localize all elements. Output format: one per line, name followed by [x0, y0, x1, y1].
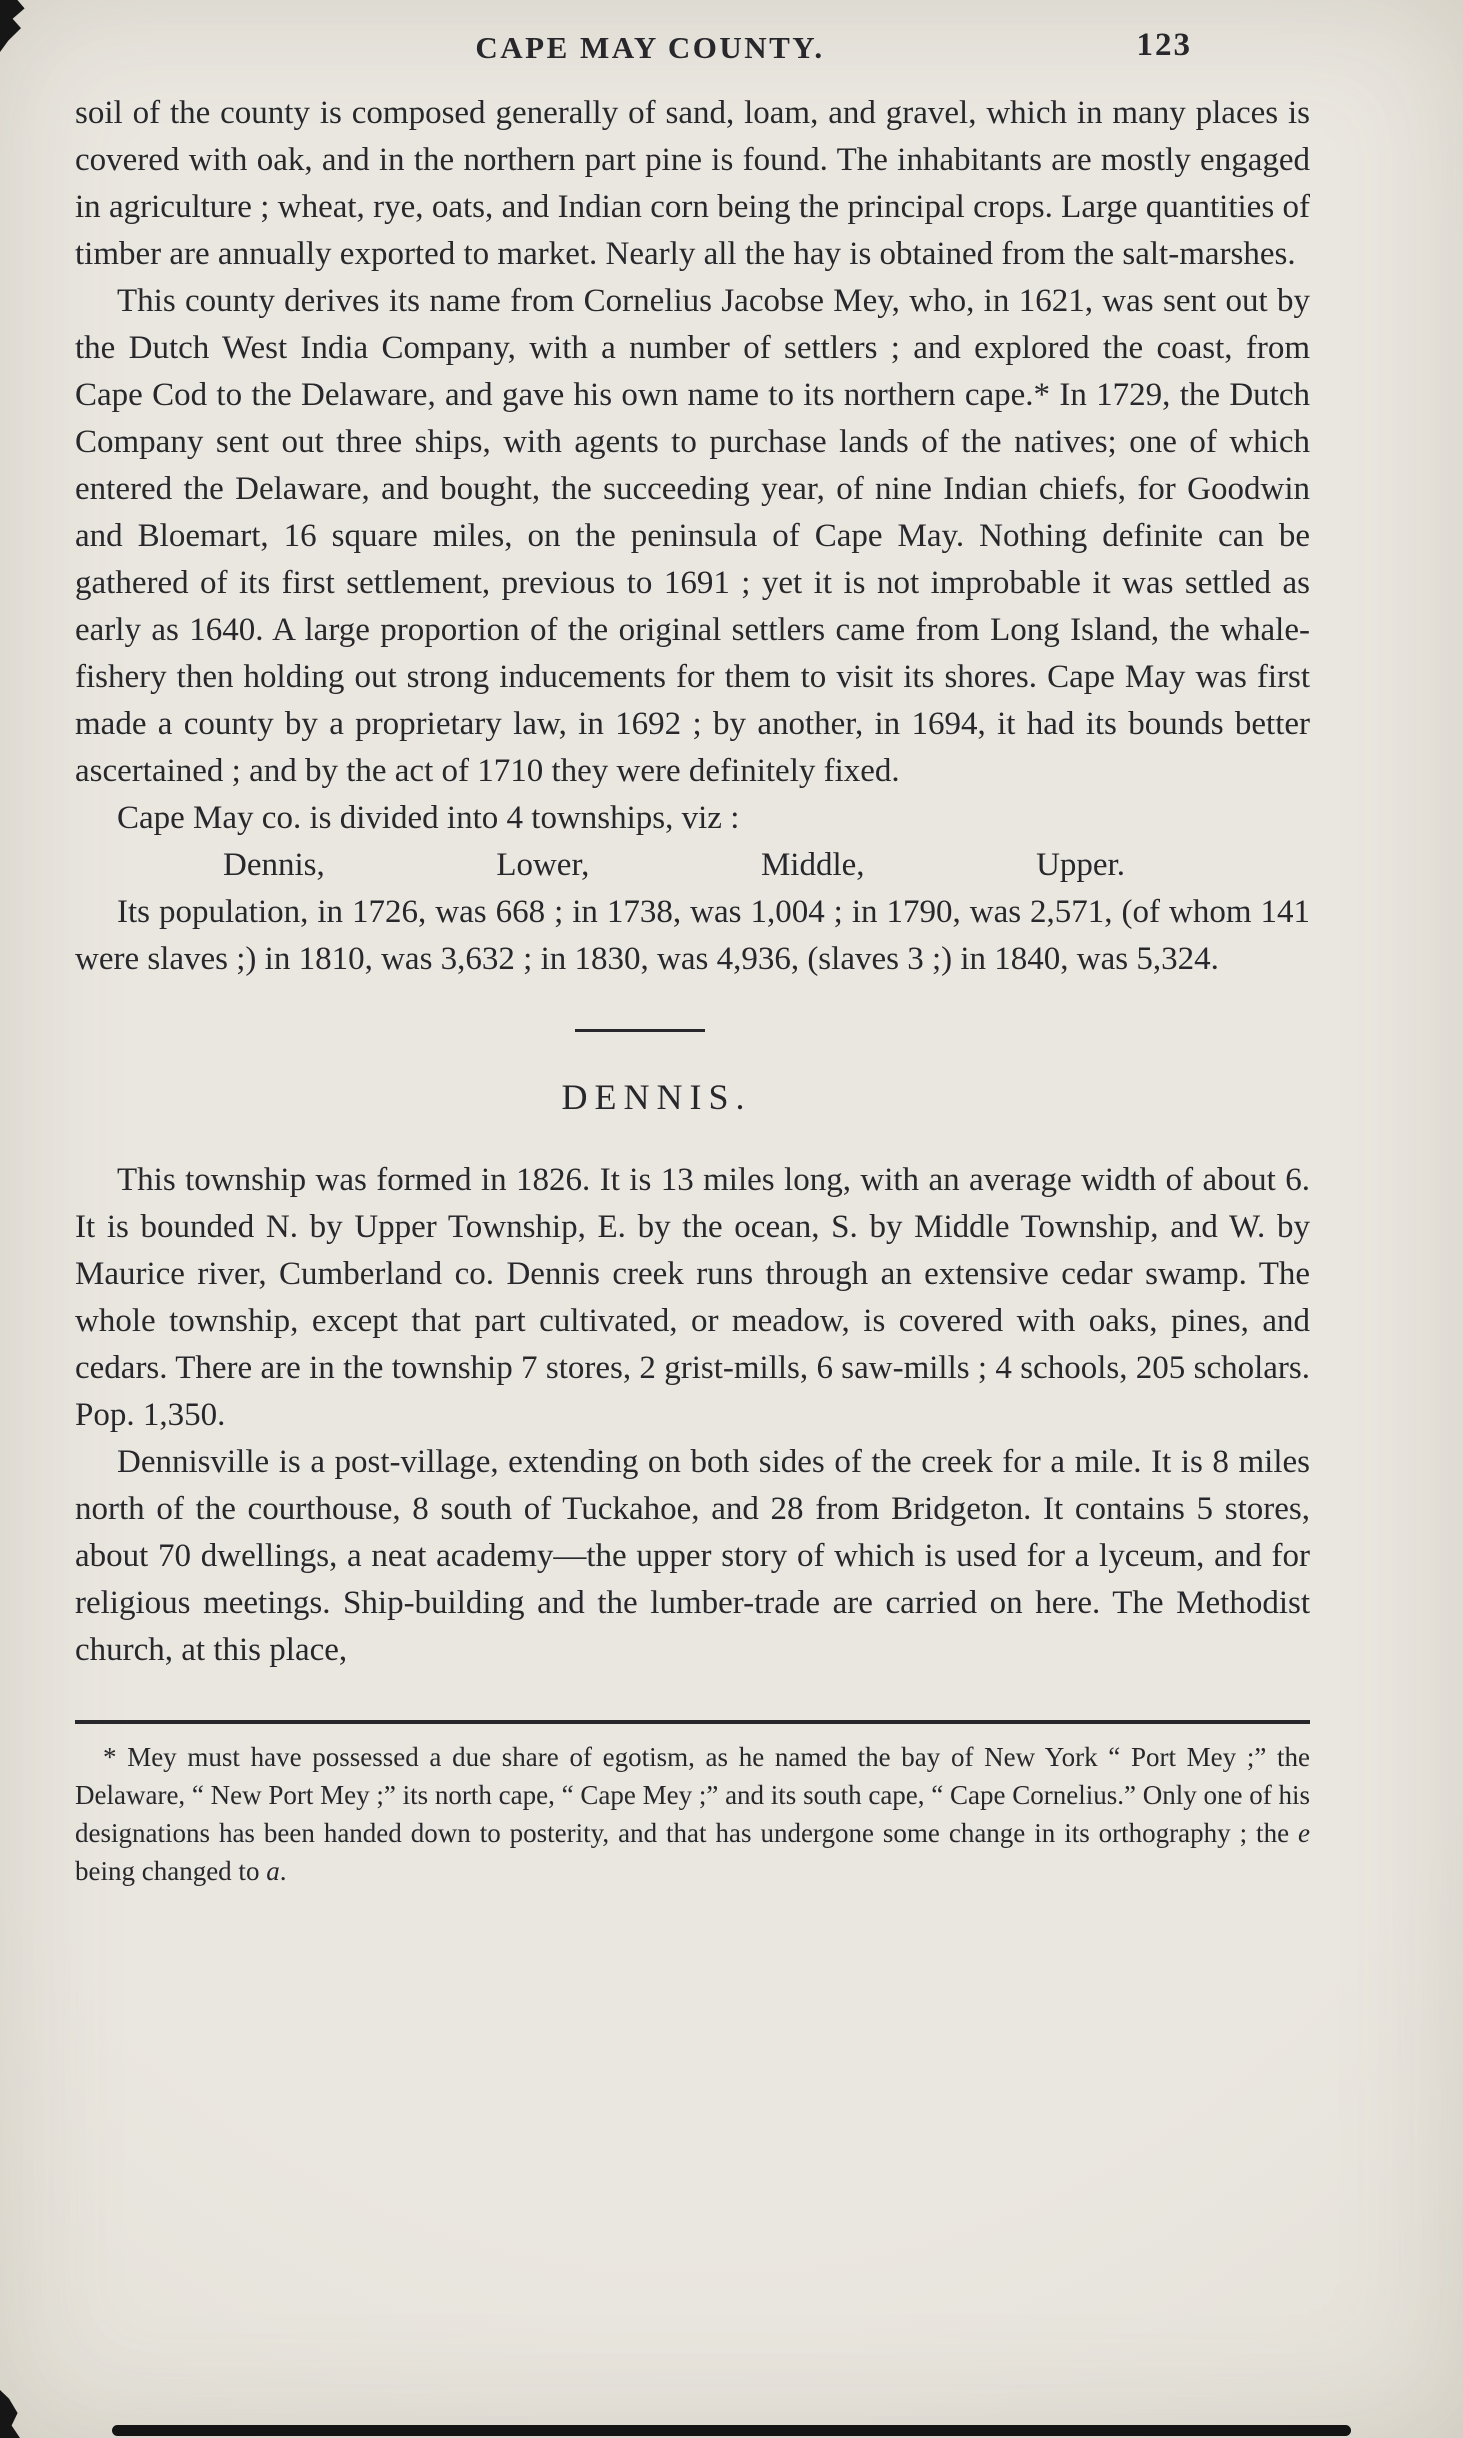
footnote [75, 1738, 1310, 1890]
footnote-text: * Mey must have possessed a due share of egotism, as he named the bay of New York “ Port Mey ;” the Delaware, “ New Port Mey ;” its north cape, “ Cape Mey ;” and its south cape, “ Cape Cornelius.” Only one of his designations has been handed down to posterity, and that has undergone some change in its orthography ; the [75, 1742, 1310, 1848]
township-upper: Upper. [1036, 847, 1125, 883]
footnote-text: being changed to [75, 1856, 267, 1886]
page-content [75, 27, 1310, 1890]
scan-artifact-bottom-edge [112, 2425, 1351, 2436]
section-paragraph-dennisville: Dennisville is a post-village, extending on both sides of the creek for a mile. It is 8 miles north of the courthouse, 8 south of Tuckahoe, and 28 from Bridgeton. It contains 5 stores, about 70 dwellings, a neat academy—the upper story of which is used for a lyceum, and for religious meetings. Ship-building and the lumber-trade are carried on here. The Methodist church, at this place, [75, 1444, 1310, 1668]
footnote-separator-rule [75, 1720, 1310, 1724]
footnote-italic-a: a [266, 1856, 280, 1886]
body-paragraph-county-history: This county derives its name from Cornelius Jacobse Mey, who, in 1621, was sent out by the Dutch West India Company, with a number of settlers ; and explored the coast, from Cape Cod to the Delaware, and gave his own name to its northern cape.* In 1729, the Dutch Company sent out three ships, with agents to purchase lands of the natives; one of which entered the Delaware, and bought, the succeeding year, of nine Indian chiefs, for Goodwin and Bloemart, 16 square miles, on the peninsula of Cape May. Nothing definite can be gathered of its first settlement, previous to 1691 ; yet it is not improbable it was settled as early as 1640. A large proportion of the original settlers came from Long Island, the whale-fishery then holding out strong inducements for them to visit its shores. Cape May was first made a county by a proprietary law, in 1692 ; by another, in 1694, it had its bounds better ascertained ; and by the act of 1710 they were definitely fixed. [75, 283, 1310, 789]
section-body [75, 1157, 1310, 1674]
running-header [75, 27, 1310, 84]
township-middle: Middle, [760, 847, 865, 883]
body-paragraph-population: Its population, in 1726, was 668 ; in 1738, was 1,004 ; in 1790, was 2,571, (of whom 141 were slaves ;) in 1810, was 3,632 ; in 1830, was 4,936, (slaves 3 ;) in 1840, was 5,324. [75, 894, 1310, 977]
body-paragraph-soil: soil of the county is composed generally of sand, loam, and gravel, which in many places is covered with oak, and in the northern part pine is found. The inhabitants are mostly engaged in agriculture ; wheat, rye, oats, and Indian corn being the principal crops. Large quantities of timber are annually exported to market. Nearly all the hay is obtained from the salt-marshes. [75, 95, 1310, 272]
running-header-title: CAPE MAY COUNTY. [475, 30, 825, 65]
section-divider-rule [575, 1029, 705, 1032]
body-paragraph-townships-intro: Cape May co. is divided into 4 townships, viz : [117, 800, 740, 836]
township-dennis: Dennis, [223, 847, 325, 883]
footnote-text: . [279, 1856, 287, 1886]
scan-artifact-bottom-left [0, 2390, 20, 2438]
township-lower: Lower, [496, 847, 590, 883]
section-heading-dennis: DENNIS. [561, 1077, 752, 1117]
townships-row [75, 842, 1310, 889]
footnote-italic-e: e [1298, 1818, 1310, 1848]
page-body [75, 90, 1310, 1890]
section-paragraph-township: This township was formed in 1826. It is 13 miles long, with an average width of about 6. It is bounded N. by Upper Township, E. by the ocean, S. by Middle Township, and W. by Maurice river, Cumberland co. Dennis creek runs through an extensive cedar swamp. The whole township, except that part cultivated, or meadow, is covered with oaks, pines, and cedars. There are in the township 7 stores, 2 grist-mills, 6 saw-mills ; 4 schools, 205 scholars. Pop. 1,350. [75, 1162, 1310, 1433]
page-number: 123 [1136, 27, 1192, 63]
